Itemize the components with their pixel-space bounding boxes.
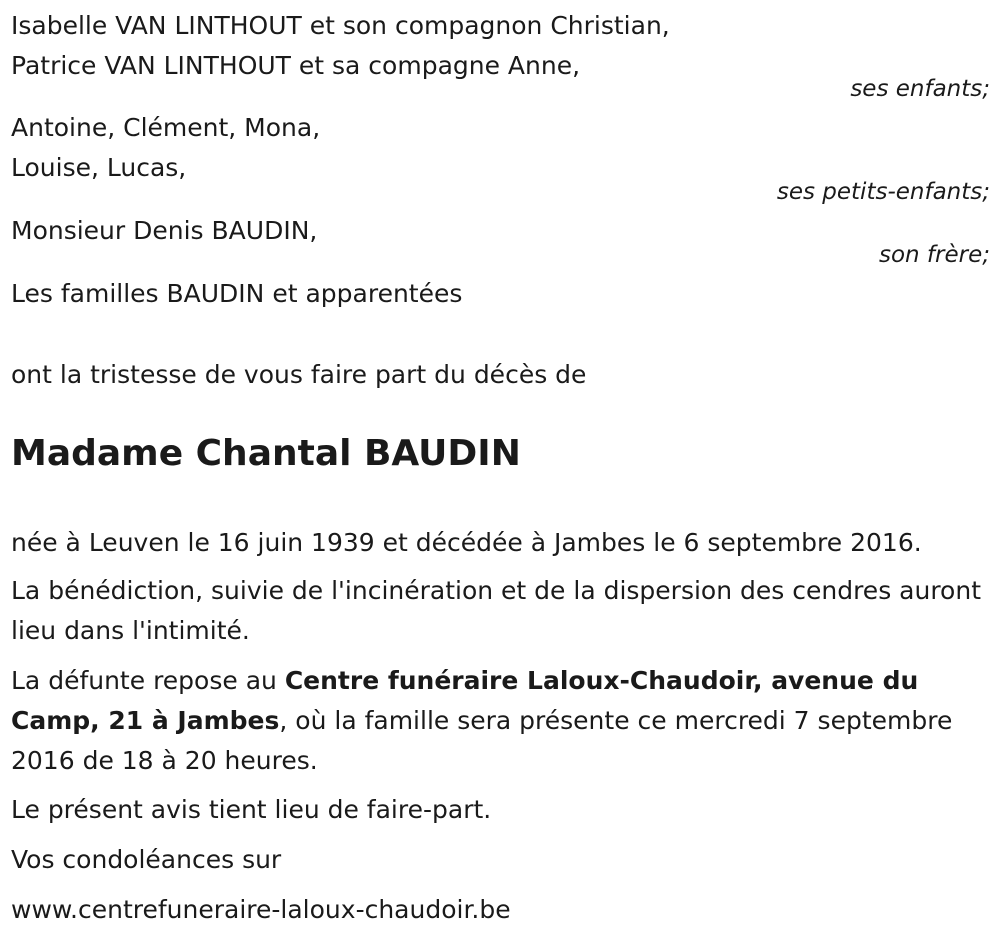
grandchild-line-2: Louise, Lucas,	[11, 153, 187, 182]
repose-suffix: , où la famille sera présente ce mercredi 7 septembre 2016 de 18 à 20 heures.	[11, 706, 953, 775]
brother-line: Monsieur Denis BAUDIN,	[11, 216, 318, 245]
birth-death-text: née à Leuven le 16 juin 1939 et décédée à Jambes le 6 septembre 2016.	[11, 528, 922, 557]
notice-text: Le présent avis tient lieu de faire-part.	[11, 795, 492, 824]
repose-location: Centre funéraire Laloux-Chaudoir, avenue du Camp, 21 à Jambes	[11, 666, 919, 735]
deceased-name: Madame Chantal BAUDIN	[11, 433, 521, 474]
child-line-2: Patrice VAN LINTHOUT et sa compagne Anne,	[11, 51, 581, 80]
ceremony-text: La bénédiction, suivie de l'incinération et de la dispersion des cendres auront lieu dans l'intimité.	[11, 576, 981, 645]
families-line: Les familles BAUDIN et apparentées	[11, 279, 463, 308]
grandchild-line-1: Antoine, Clément, Mona,	[11, 113, 321, 142]
announcement: ont la tristesse de vous faire part du décès de	[11, 360, 587, 389]
website-link[interactable]: www.centrefuneraire-laloux-chaudoir.be	[11, 895, 511, 924]
repose-prefix: La défunte repose au	[11, 666, 285, 695]
children-role: ses enfants;	[850, 76, 990, 102]
repose-paragraph	[11, 661, 986, 781]
grandchildren-role: ses petits-enfants;	[776, 179, 990, 205]
brother-role: son frère;	[878, 242, 990, 268]
child-line-1: Isabelle VAN LINTHOUT et son compagnon Christian,	[11, 11, 670, 40]
condolences-text: Vos condoléances sur	[11, 845, 282, 874]
